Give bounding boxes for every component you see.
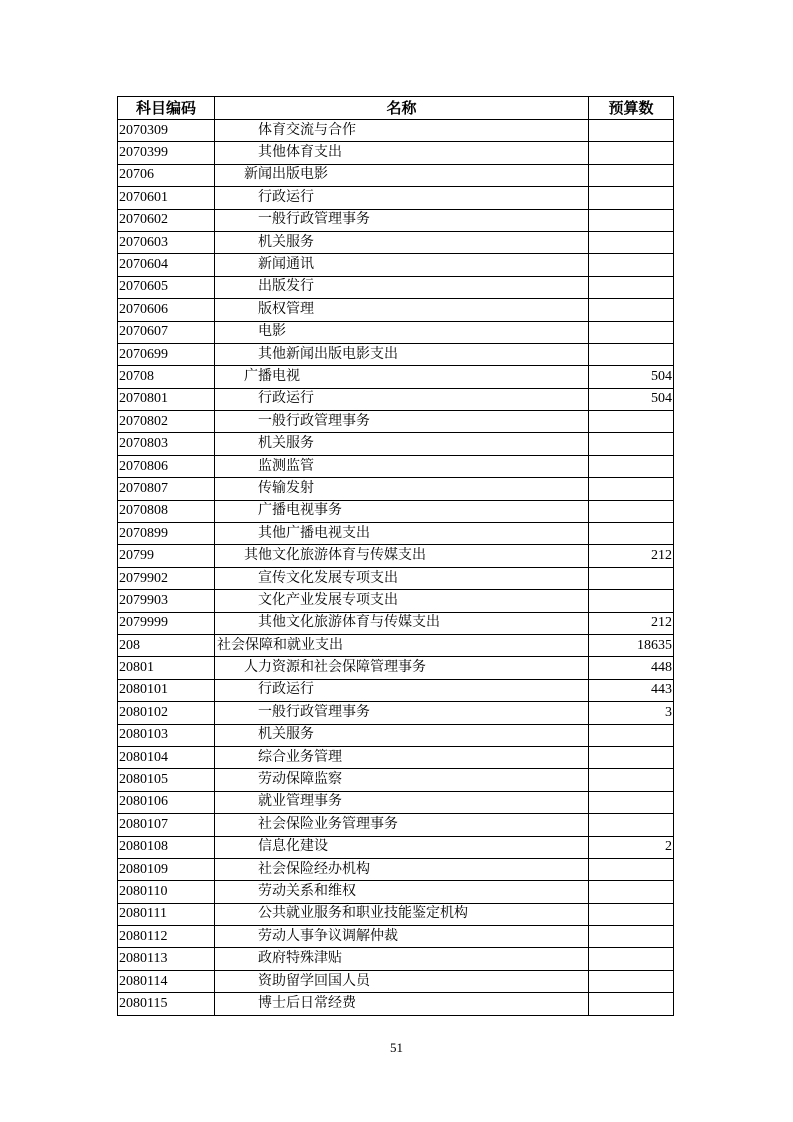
- row-amount: [589, 254, 674, 276]
- row-name: 信息化建设: [215, 836, 589, 858]
- table-row: [118, 187, 674, 209]
- row-amount: 2: [589, 836, 674, 858]
- row-name: 劳动保障监察: [215, 769, 589, 791]
- table-row: [118, 836, 674, 858]
- table-row: [118, 948, 674, 970]
- row-amount: [589, 321, 674, 343]
- row-name: 体育交流与合作: [215, 120, 589, 142]
- row-name: 广播电视: [215, 366, 589, 388]
- row-code: 20799: [118, 545, 215, 567]
- row-name: 其他体育支出: [215, 142, 589, 164]
- row-amount: 3: [589, 702, 674, 724]
- table-row: [118, 590, 674, 612]
- row-amount: [589, 746, 674, 768]
- table-row: [118, 926, 674, 948]
- row-name: 综合业务管理: [215, 746, 589, 768]
- row-code: 2080111: [118, 903, 215, 925]
- row-name: 其他新闻出版电影支出: [215, 343, 589, 365]
- row-code: 2070802: [118, 411, 215, 433]
- row-code: 2080109: [118, 858, 215, 880]
- row-name: 社会保障和就业支出: [215, 634, 589, 656]
- row-name: 博士后日常经费: [215, 993, 589, 1015]
- row-code: 2080110: [118, 881, 215, 903]
- header-code: 科目编码: [118, 97, 215, 120]
- row-code: 2080103: [118, 724, 215, 746]
- row-name: 资助留学回国人员: [215, 970, 589, 992]
- row-amount: [589, 433, 674, 455]
- row-amount: [589, 791, 674, 813]
- row-name: 一般行政管理事务: [215, 209, 589, 231]
- table-row: [118, 612, 674, 634]
- row-code: 2070603: [118, 231, 215, 253]
- row-amount: [589, 500, 674, 522]
- table-row: [118, 881, 674, 903]
- table-row: [118, 903, 674, 925]
- row-code: 2080104: [118, 746, 215, 768]
- row-amount: 448: [589, 657, 674, 679]
- row-name: 监测监管: [215, 455, 589, 477]
- row-amount: 443: [589, 679, 674, 701]
- table-row: [118, 321, 674, 343]
- table-row: [118, 142, 674, 164]
- row-code: 20706: [118, 164, 215, 186]
- table-row: [118, 679, 674, 701]
- row-code: 2070606: [118, 299, 215, 321]
- table-row: [118, 478, 674, 500]
- row-name: 传输发射: [215, 478, 589, 500]
- row-name: 公共就业服务和职业技能鉴定机构: [215, 903, 589, 925]
- row-code: 2079999: [118, 612, 215, 634]
- table-row: [118, 657, 674, 679]
- table-row: [118, 970, 674, 992]
- row-name: 社会保险业务管理事务: [215, 814, 589, 836]
- row-amount: [589, 948, 674, 970]
- table-row: [118, 724, 674, 746]
- row-name: 就业管理事务: [215, 791, 589, 813]
- row-code: 20708: [118, 366, 215, 388]
- row-name: 电影: [215, 321, 589, 343]
- table-row: [118, 164, 674, 186]
- table-row: [118, 993, 674, 1015]
- row-name: 文化产业发展专项支出: [215, 590, 589, 612]
- row-code: 2080112: [118, 926, 215, 948]
- row-amount: [589, 455, 674, 477]
- table-row: [118, 567, 674, 589]
- row-code: 2070808: [118, 500, 215, 522]
- row-amount: 504: [589, 388, 674, 410]
- table-row: [118, 500, 674, 522]
- table-row: [118, 254, 674, 276]
- row-amount: [589, 858, 674, 880]
- row-name: 劳动关系和维权: [215, 881, 589, 903]
- row-code: 2070605: [118, 276, 215, 298]
- header-amount: 预算数: [589, 97, 674, 120]
- row-name: 劳动人事争议调解仲裁: [215, 926, 589, 948]
- row-amount: [589, 276, 674, 298]
- row-amount: [589, 164, 674, 186]
- row-amount: [589, 590, 674, 612]
- table-row: [118, 455, 674, 477]
- row-name: 其他广播电视支出: [215, 523, 589, 545]
- table-row: [118, 276, 674, 298]
- row-code: 2070699: [118, 343, 215, 365]
- row-code: 2070803: [118, 433, 215, 455]
- table-row: [118, 366, 674, 388]
- row-amount: [589, 523, 674, 545]
- row-code: 2070309: [118, 120, 215, 142]
- header-name: 名称: [215, 97, 589, 120]
- row-amount: [589, 120, 674, 142]
- row-name: 宣传文化发展专项支出: [215, 567, 589, 589]
- row-name: 一般行政管理事务: [215, 702, 589, 724]
- row-code: 2079902: [118, 567, 215, 589]
- row-code: 2080113: [118, 948, 215, 970]
- table-row: [118, 814, 674, 836]
- table-row: [118, 634, 674, 656]
- row-amount: [589, 478, 674, 500]
- table-row: [118, 858, 674, 880]
- row-name: 版权管理: [215, 299, 589, 321]
- row-code: 2070602: [118, 209, 215, 231]
- row-name: 其他文化旅游体育与传媒支出: [215, 545, 589, 567]
- page-number: 51: [390, 1040, 403, 1055]
- row-name: 社会保险经办机构: [215, 858, 589, 880]
- row-amount: [589, 343, 674, 365]
- table-row: [118, 411, 674, 433]
- table-row: [118, 433, 674, 455]
- row-code: 208: [118, 634, 215, 656]
- row-code: 2070801: [118, 388, 215, 410]
- row-amount: [589, 209, 674, 231]
- row-amount: [589, 769, 674, 791]
- row-amount: [589, 299, 674, 321]
- row-name: 行政运行: [215, 679, 589, 701]
- row-code: 2080115: [118, 993, 215, 1015]
- table-row: [118, 545, 674, 567]
- row-code: 2080102: [118, 702, 215, 724]
- row-name: 人力资源和社会保障管理事务: [215, 657, 589, 679]
- row-name: 政府特殊津贴: [215, 948, 589, 970]
- row-name: 行政运行: [215, 388, 589, 410]
- budget-table: [117, 96, 674, 1016]
- row-name: 其他文化旅游体育与传媒支出: [215, 612, 589, 634]
- row-amount: [589, 926, 674, 948]
- row-amount: [589, 993, 674, 1015]
- row-code: 2080101: [118, 679, 215, 701]
- table-row: [118, 523, 674, 545]
- row-code: 2070807: [118, 478, 215, 500]
- row-name: 出版发行: [215, 276, 589, 298]
- table-row: [118, 702, 674, 724]
- row-code: 2070601: [118, 187, 215, 209]
- table-body: [118, 120, 674, 1016]
- row-code: 2070899: [118, 523, 215, 545]
- row-amount: [589, 903, 674, 925]
- row-amount: [589, 814, 674, 836]
- row-code: 2070399: [118, 142, 215, 164]
- row-amount: 212: [589, 545, 674, 567]
- row-code: 2079903: [118, 590, 215, 612]
- row-name: 机关服务: [215, 433, 589, 455]
- row-name: 一般行政管理事务: [215, 411, 589, 433]
- row-amount: [589, 881, 674, 903]
- row-name: 机关服务: [215, 724, 589, 746]
- table-row: [118, 388, 674, 410]
- row-code: 2070604: [118, 254, 215, 276]
- row-name: 广播电视事务: [215, 500, 589, 522]
- row-amount: [589, 724, 674, 746]
- row-name: 机关服务: [215, 231, 589, 253]
- row-code: 2080106: [118, 791, 215, 813]
- row-code: 2070806: [118, 455, 215, 477]
- row-code: 20801: [118, 657, 215, 679]
- table-row: [118, 343, 674, 365]
- row-code: 2080107: [118, 814, 215, 836]
- row-amount: [589, 187, 674, 209]
- row-amount: [589, 411, 674, 433]
- table-row: [118, 209, 674, 231]
- table-row: [118, 746, 674, 768]
- row-name: 新闻通讯: [215, 254, 589, 276]
- row-name: 新闻出版电影: [215, 164, 589, 186]
- table-row: [118, 299, 674, 321]
- table-row: [118, 769, 674, 791]
- row-code: 2070607: [118, 321, 215, 343]
- row-amount: [589, 142, 674, 164]
- row-amount: [589, 970, 674, 992]
- row-code: 2080108: [118, 836, 215, 858]
- table-row: [118, 231, 674, 253]
- row-amount: [589, 567, 674, 589]
- table-header-row: [118, 97, 674, 120]
- row-amount: 504: [589, 366, 674, 388]
- row-amount: 18635: [589, 634, 674, 656]
- table-row: [118, 791, 674, 813]
- row-code: 2080105: [118, 769, 215, 791]
- row-code: 2080114: [118, 970, 215, 992]
- row-amount: [589, 231, 674, 253]
- row-name: 行政运行: [215, 187, 589, 209]
- row-amount: 212: [589, 612, 674, 634]
- table-row: [118, 120, 674, 142]
